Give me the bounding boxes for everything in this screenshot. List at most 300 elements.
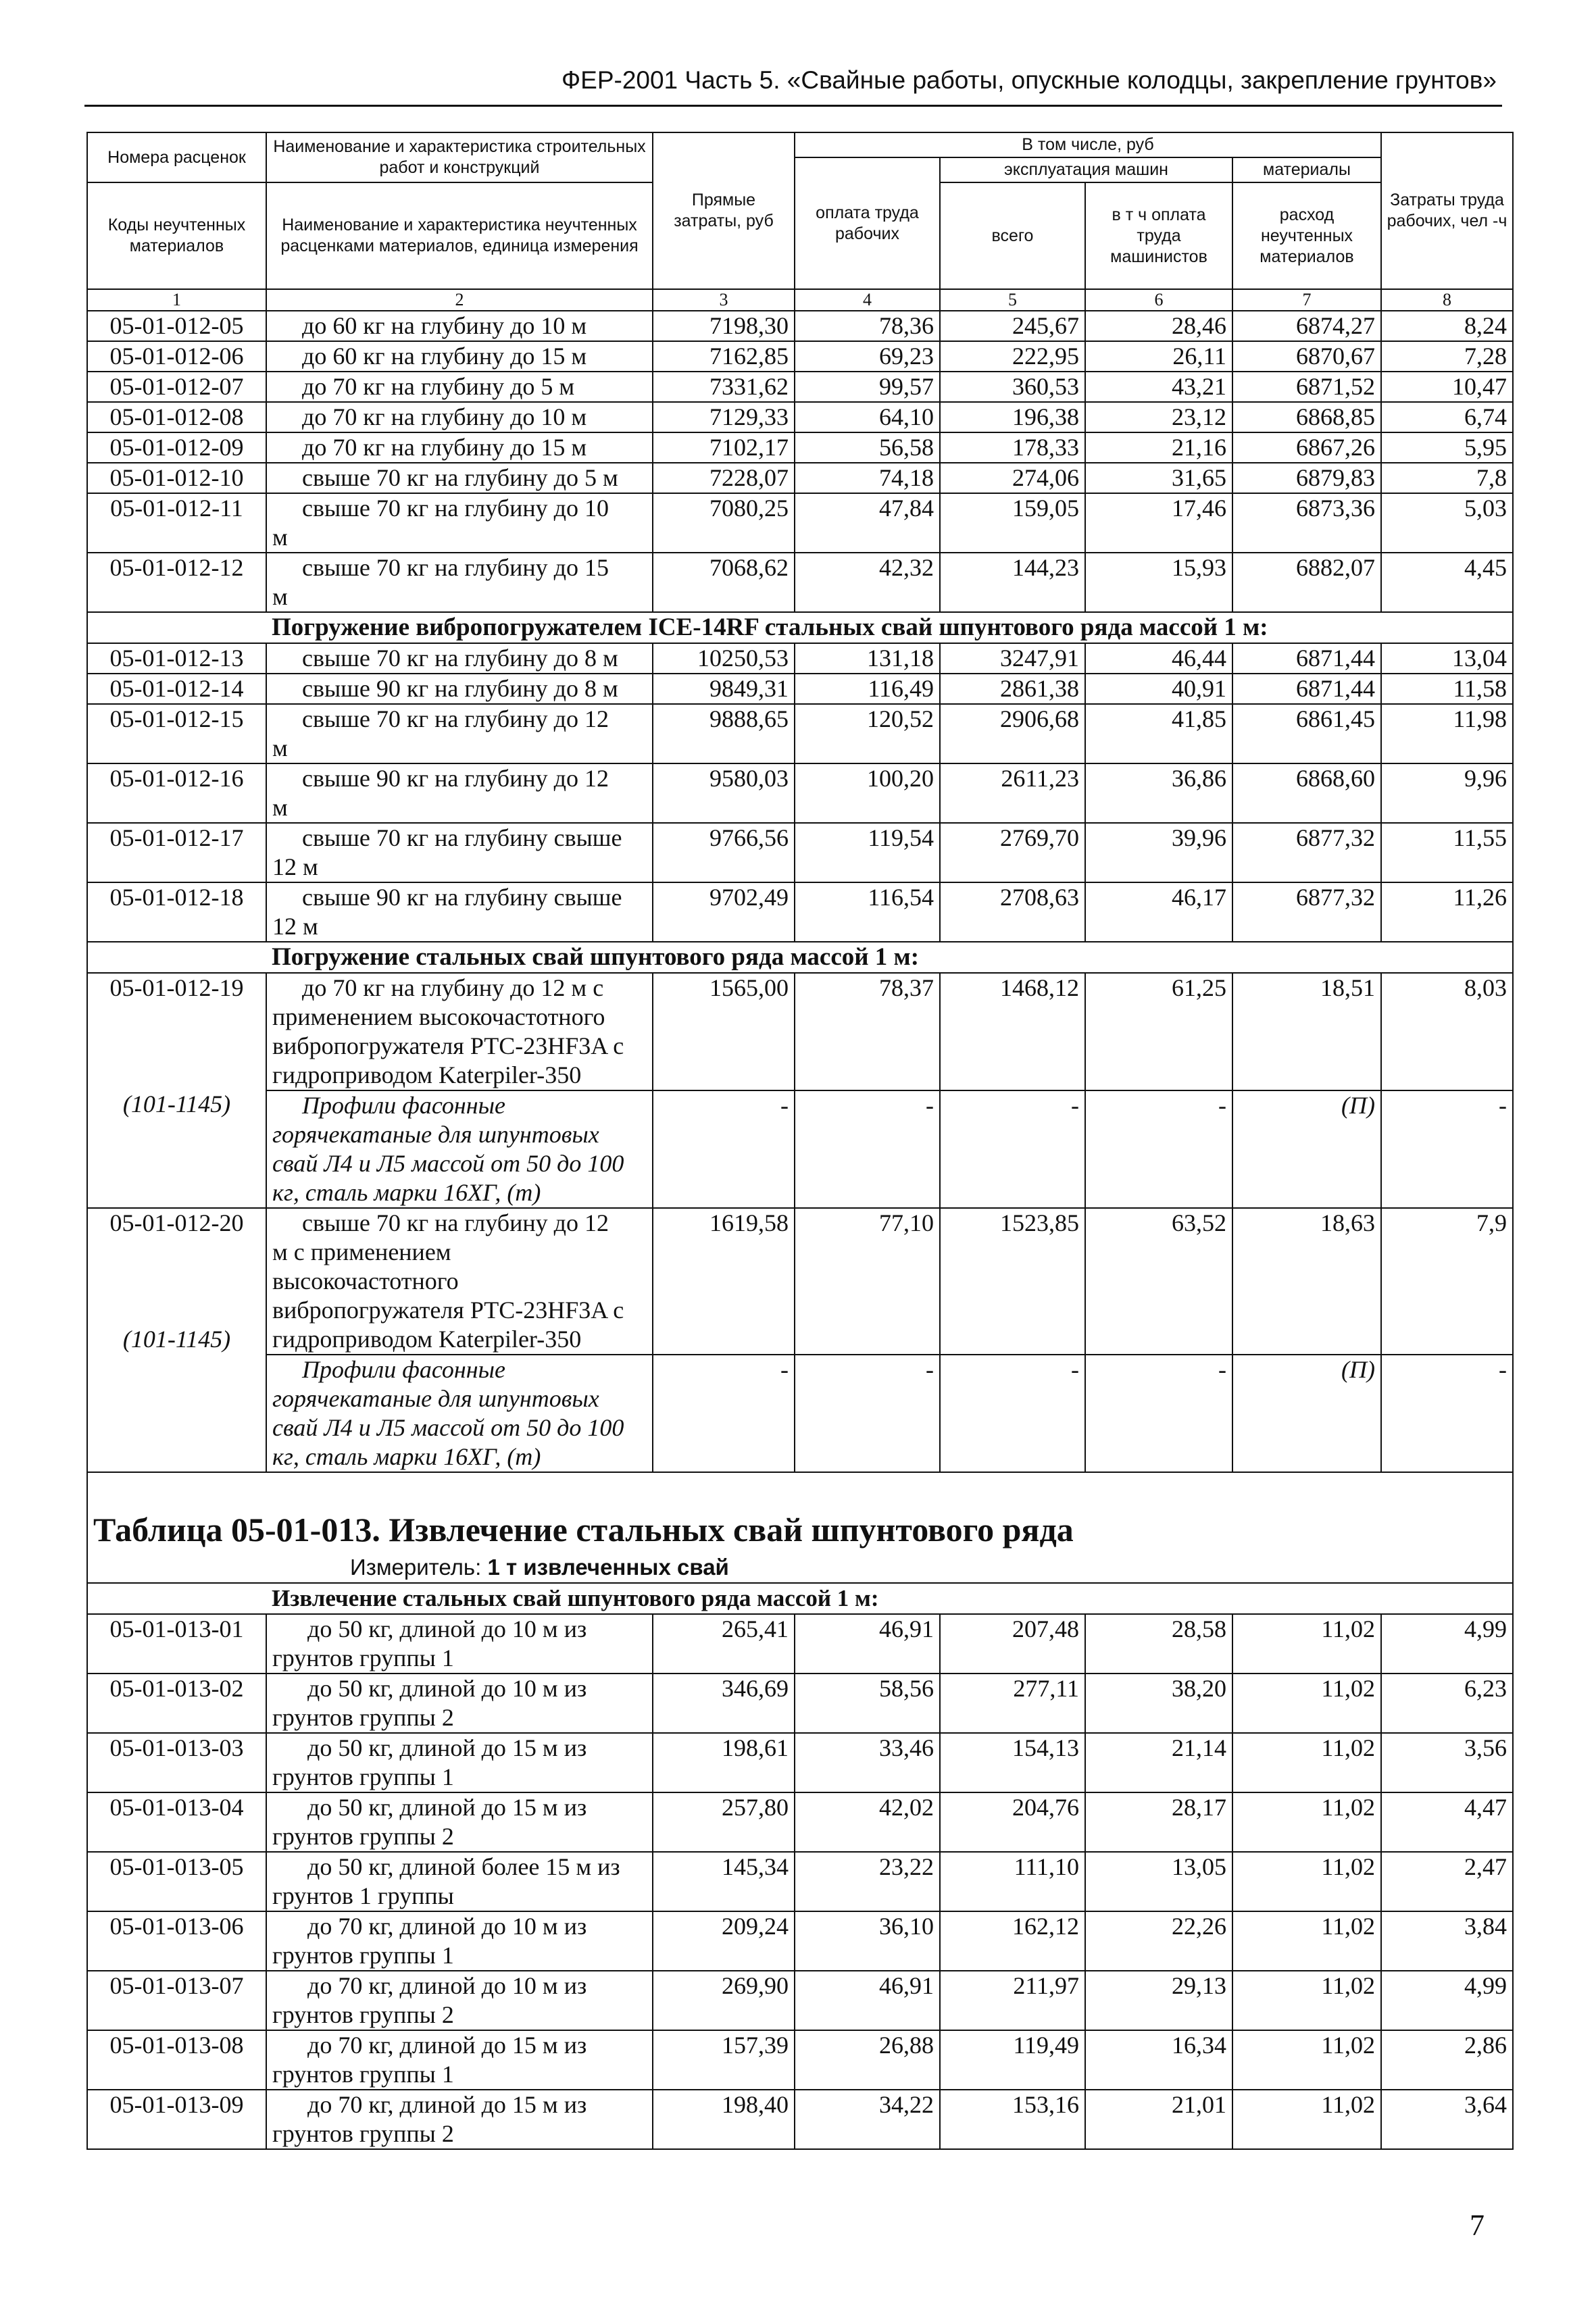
- rate-name-line: свыше 70 кг на глубину до 12: [302, 1209, 609, 1236]
- materials-cost: 11,02: [1232, 1911, 1381, 1971]
- table-row: [87, 2030, 1513, 2090]
- machinist-wage: 38,20: [1085, 1674, 1232, 1733]
- head-labor: Затраты труда рабочих, чел -ч: [1381, 132, 1513, 289]
- machines-cost: 154,13: [940, 1733, 1085, 1792]
- wage-cost: 119,54: [795, 823, 940, 882]
- rate-name-line: применением высокочастотного: [272, 1003, 605, 1030]
- rate-name-line: грунтов группы 2: [272, 2120, 454, 2147]
- labor-cost: 11,98: [1381, 704, 1513, 763]
- machinist-wage: 41,85: [1085, 704, 1232, 763]
- machinist-wage: 28,46: [1085, 311, 1232, 341]
- direct-cost: 9702,49: [653, 882, 795, 942]
- materials-cost: 6873,36: [1232, 493, 1381, 553]
- materials-cost: 11,02: [1232, 1674, 1381, 1733]
- section-title: Погружение стальных свай шпунтового ряда массой 1 м:: [266, 942, 1513, 973]
- table-row: [87, 643, 1513, 674]
- machinist-wage: 36,86: [1085, 763, 1232, 823]
- rate-name: [266, 1852, 653, 1911]
- labor-cost: 7,28: [1381, 341, 1513, 372]
- material-name-line: горячекатаные для шпунтовых: [272, 1121, 599, 1148]
- machines-cost: 360,53: [940, 372, 1085, 402]
- rate-name-line: свыше 90 кг на глубину свыше: [302, 884, 622, 911]
- section-spacer: [87, 942, 266, 973]
- table-head-row: [87, 132, 1513, 157]
- wage-cost: 46,91: [795, 1971, 940, 2030]
- materials-cost: 6871,44: [1232, 674, 1381, 704]
- section-row: [87, 942, 1513, 973]
- labor-cost: 13,04: [1381, 643, 1513, 674]
- machines-cost: 2611,23: [940, 763, 1085, 823]
- machinist-wage: 13,05: [1085, 1852, 1232, 1911]
- wage-cost: 33,46: [795, 1733, 940, 1792]
- direct-cost: 265,41: [653, 1614, 795, 1674]
- material-name-line: свай Л4 и Л5 массой от 50 до 100: [272, 1150, 624, 1177]
- machines-cost: 245,67: [940, 311, 1085, 341]
- labor-cost: 4,99: [1381, 1614, 1513, 1674]
- dash-value: -: [1381, 1355, 1513, 1472]
- direct-cost: 9888,65: [653, 704, 795, 763]
- rate-name-line: м: [272, 583, 288, 610]
- direct-cost: 7331,62: [653, 372, 795, 402]
- materials-cost: 6868,60: [1232, 763, 1381, 823]
- dash-value: -: [940, 1355, 1085, 1472]
- machinist-wage: 39,96: [1085, 823, 1232, 882]
- rate-name-line: вибропогружателя РТС-23HF3A с: [272, 1032, 624, 1059]
- materials-cost: 6871,44: [1232, 643, 1381, 674]
- labor-cost: 5,03: [1381, 493, 1513, 553]
- table-row: [87, 463, 1513, 493]
- rate-name: до 70 кг на глубину до 15 м: [266, 432, 653, 463]
- rate-code-cell: [87, 973, 266, 1208]
- head-materials: материалы: [1232, 157, 1381, 182]
- rate-name-line: до 50 кг, длиной до 15 м из: [307, 1734, 587, 1761]
- machinist-wage: 22,26: [1085, 1911, 1232, 1971]
- rate-name-line: до 50 кг, длиной более 15 м из: [307, 1853, 620, 1880]
- rate-code: 05-01-012-14: [87, 674, 266, 704]
- rate-name-line: грунтов группы 2: [272, 2001, 454, 2028]
- dash-value: -: [1085, 1355, 1232, 1472]
- rate-name-line: вибропогружателя РТС-23HF3A с: [272, 1297, 624, 1324]
- machinist-wage: 46,17: [1085, 882, 1232, 942]
- page-number: 7: [1470, 2209, 1485, 2242]
- machines-cost: 222,95: [940, 341, 1085, 372]
- rate-name-line: до 70 кг, длиной до 10 м из: [307, 1972, 587, 1999]
- machinist-wage: 63,52: [1085, 1208, 1232, 1355]
- rate-name: [266, 1792, 653, 1852]
- table2-meter: [88, 1553, 1512, 1582]
- column-index: 8: [1381, 289, 1513, 311]
- labor-cost: 3,84: [1381, 1911, 1513, 1971]
- direct-cost: 1565,00: [653, 973, 795, 1090]
- direct-cost: 7162,85: [653, 341, 795, 372]
- rate-code: 05-01-013-02: [87, 1674, 266, 1733]
- material-mark: (П): [1232, 1090, 1381, 1208]
- table2-title-row: [87, 1472, 1513, 1583]
- section-title: Погружение вибропогружателем ICE-14RF стальных свай шпунтового ряда массой 1 м:: [266, 612, 1513, 643]
- meter-value: 1 т извлеченных свай: [487, 1555, 729, 1580]
- column-index: 7: [1232, 289, 1381, 311]
- rate-code: 05-01-012-12: [87, 553, 266, 612]
- wage-cost: 78,36: [795, 311, 940, 341]
- rate-name-line: до 70 кг на глубину до 12 м с: [302, 974, 604, 1001]
- table-row: [87, 973, 1513, 1090]
- materials-cost: 18,63: [1232, 1208, 1381, 1355]
- rate-name-line: грунтов группы 2: [272, 1704, 454, 1731]
- direct-cost: 269,90: [653, 1971, 795, 2030]
- labor-cost: 6,23: [1381, 1674, 1513, 1733]
- materials-cost: 6877,32: [1232, 882, 1381, 942]
- table-row: [87, 704, 1513, 763]
- rate-code: 05-01-012-06: [87, 341, 266, 372]
- labor-cost: 4,45: [1381, 553, 1513, 612]
- labor-cost: 5,95: [1381, 432, 1513, 463]
- table-row: [87, 1792, 1513, 1852]
- direct-cost: 145,34: [653, 1852, 795, 1911]
- table2-title-block: [87, 1472, 1513, 1583]
- machinist-wage: 28,17: [1085, 1792, 1232, 1852]
- wage-cost: 120,52: [795, 704, 940, 763]
- materials-cost: 6879,83: [1232, 463, 1381, 493]
- materials-cost: 6867,26: [1232, 432, 1381, 463]
- rate-name-line: грунтов 1 группы: [272, 1882, 454, 1909]
- rate-code: 05-01-013-04: [87, 1792, 266, 1852]
- rate-code: 05-01-012-19: [109, 974, 244, 1001]
- rate-name: [266, 493, 653, 553]
- rate-code: 05-01-012-09: [87, 432, 266, 463]
- direct-cost: 346,69: [653, 1674, 795, 1733]
- rate-name: свыше 90 кг на глубину до 8 м: [266, 674, 653, 704]
- machinist-wage: 40,91: [1085, 674, 1232, 704]
- table-row: [87, 1852, 1513, 1911]
- materials-cost: 11,02: [1232, 1971, 1381, 2030]
- machines-cost: 2861,38: [940, 674, 1085, 704]
- section-row: [87, 612, 1513, 643]
- head-materials-sub: расход неучтенных материалов: [1232, 182, 1381, 289]
- wage-cost: 69,23: [795, 341, 940, 372]
- machinist-wage: 31,65: [1085, 463, 1232, 493]
- rate-name-line: до 70 кг, длиной до 10 м из: [307, 1913, 587, 1940]
- dash-value: -: [653, 1355, 795, 1472]
- rate-name-line: грунтов группы 1: [272, 2061, 454, 2088]
- rate-name: [266, 1208, 653, 1355]
- wage-cost: 78,37: [795, 973, 940, 1090]
- column-index: 2: [266, 289, 653, 311]
- direct-cost: 9580,03: [653, 763, 795, 823]
- rate-name-line: м: [272, 524, 288, 551]
- materials-cost: 6868,85: [1232, 402, 1381, 432]
- head-machines-total: всего: [940, 182, 1085, 289]
- labor-cost: 8,24: [1381, 311, 1513, 341]
- head-codes-top: Номера расценок: [87, 132, 266, 182]
- rate-code: 05-01-013-01: [87, 1614, 266, 1674]
- machines-cost: 111,10: [940, 1852, 1085, 1911]
- machines-cost: 2708,63: [940, 882, 1085, 942]
- rate-name: [266, 704, 653, 763]
- rate-code: 05-01-013-07: [87, 1971, 266, 2030]
- rate-code: 05-01-013-05: [87, 1852, 266, 1911]
- material-name-line: кг, сталь марки 16ХГ, (т): [272, 1179, 541, 1206]
- machines-cost: 211,97: [940, 1971, 1085, 2030]
- direct-cost: 1619,58: [653, 1208, 795, 1355]
- table-row: [87, 493, 1513, 553]
- head-machines: эксплуатация машин: [940, 157, 1232, 182]
- machines-cost: 3247,91: [940, 643, 1085, 674]
- materials-cost: 11,02: [1232, 1792, 1381, 1852]
- rate-name: до 60 кг на глубину до 15 м: [266, 341, 653, 372]
- labor-cost: 6,74: [1381, 402, 1513, 432]
- head-codes-bottom: Коды неучтенных материалов: [87, 182, 266, 289]
- machines-cost: 274,06: [940, 463, 1085, 493]
- machines-cost: 207,48: [940, 1614, 1085, 1674]
- rate-code: 05-01-012-13: [87, 643, 266, 674]
- rate-name-line: высокочастотного: [272, 1267, 459, 1294]
- rate-name-line: м: [272, 794, 288, 821]
- rate-name-line: грунтов группы 1: [272, 1763, 454, 1790]
- rate-name: [266, 2030, 653, 2090]
- head-name-bottom: Наименование и характеристика неучтенных расценками материалов, единица измерения: [266, 182, 653, 289]
- machinist-wage: 28,58: [1085, 1614, 1232, 1674]
- material-row: [87, 1355, 1513, 1472]
- machinist-wage: 21,16: [1085, 432, 1232, 463]
- machines-cost: 277,11: [940, 1674, 1085, 1733]
- wage-cost: 64,10: [795, 402, 940, 432]
- dash-value: -: [653, 1090, 795, 1208]
- direct-cost: 9766,56: [653, 823, 795, 882]
- table-row: [87, 763, 1513, 823]
- direct-cost: 10250,53: [653, 643, 795, 674]
- labor-cost: 3,56: [1381, 1733, 1513, 1792]
- table-row: [87, 674, 1513, 704]
- table-row: [87, 553, 1513, 612]
- rate-name-line: до 70 кг, длиной до 15 м из: [307, 2032, 587, 2059]
- table-row: [87, 372, 1513, 402]
- labor-cost: 2,86: [1381, 2030, 1513, 2090]
- direct-cost: 7228,07: [653, 463, 795, 493]
- machinist-wage: 23,12: [1085, 402, 1232, 432]
- rate-code: 05-01-012-18: [87, 882, 266, 942]
- labor-cost: 11,55: [1381, 823, 1513, 882]
- dash-value: -: [795, 1355, 940, 1472]
- materials-cost: 18,51: [1232, 973, 1381, 1090]
- rate-name-line: свыше 70 кг на глубину до 10: [302, 495, 609, 522]
- table-row: [87, 432, 1513, 463]
- machines-cost: 153,16: [940, 2090, 1085, 2149]
- rate-code: 05-01-013-06: [87, 1911, 266, 1971]
- material-name: [266, 1355, 653, 1472]
- rate-code: 05-01-012-17: [87, 823, 266, 882]
- wage-cost: 99,57: [795, 372, 940, 402]
- direct-cost: 7198,30: [653, 311, 795, 341]
- machinist-wage: 26,11: [1085, 341, 1232, 372]
- labor-cost: 2,47: [1381, 1852, 1513, 1911]
- machines-cost: 1468,12: [940, 973, 1085, 1090]
- direct-cost: 7068,62: [653, 553, 795, 612]
- wage-cost: 77,10: [795, 1208, 940, 1355]
- machinist-wage: 21,01: [1085, 2090, 1232, 2149]
- wage-cost: 58,56: [795, 1674, 940, 1733]
- labor-cost: 7,8: [1381, 463, 1513, 493]
- wage-cost: 26,88: [795, 2030, 940, 2090]
- materials-cost: 11,02: [1232, 1614, 1381, 1674]
- head-direct-costs: Прямые затраты, руб: [653, 132, 795, 289]
- machinist-wage: 15,93: [1085, 553, 1232, 612]
- material-code: (101-1145): [122, 1326, 231, 1353]
- rate-code: 05-01-012-15: [87, 704, 266, 763]
- column-index: 5: [940, 289, 1085, 311]
- rate-name-line: до 70 кг, длиной до 15 м из: [307, 2091, 587, 2118]
- material-mark: (П): [1232, 1355, 1381, 1472]
- section-spacer: [87, 612, 266, 643]
- rate-name-line: 12 м: [272, 853, 318, 880]
- rate-name: [266, 1971, 653, 2030]
- labor-cost: 3,64: [1381, 2090, 1513, 2149]
- machinist-wage: 46,44: [1085, 643, 1232, 674]
- materials-cost: 6882,07: [1232, 553, 1381, 612]
- dash-value: -: [940, 1090, 1085, 1208]
- table-row: [87, 1674, 1513, 1733]
- column-index: 4: [795, 289, 940, 311]
- rate-name-line: 12 м: [272, 913, 318, 940]
- wage-cost: 131,18: [795, 643, 940, 674]
- material-name: [266, 1090, 653, 1208]
- rate-name-line: свыше 70 кг на глубину до 12: [302, 705, 609, 732]
- rate-name-line: м с применением: [272, 1238, 451, 1265]
- rate-name-line: м: [272, 734, 288, 761]
- machines-cost: 1523,85: [940, 1208, 1085, 1355]
- rate-name: [266, 553, 653, 612]
- rate-code: 05-01-012-08: [87, 402, 266, 432]
- wage-cost: 74,18: [795, 463, 940, 493]
- direct-cost: 7129,33: [653, 402, 795, 432]
- wage-cost: 34,22: [795, 2090, 940, 2149]
- machines-cost: 196,38: [940, 402, 1085, 432]
- rate-name: свыше 70 кг на глубину до 8 м: [266, 643, 653, 674]
- table-row: [87, 311, 1513, 341]
- rate-name: [266, 1614, 653, 1674]
- wage-cost: 116,54: [795, 882, 940, 942]
- direct-cost: 198,40: [653, 2090, 795, 2149]
- material-name-line: свай Л4 и Л5 массой от 50 до 100: [272, 1414, 624, 1441]
- meter-label: Измеритель:: [350, 1555, 482, 1580]
- head-machines-wage: в т ч оплата труда машинистов: [1085, 182, 1232, 289]
- rate-code: 05-01-012-07: [87, 372, 266, 402]
- machines-cost: 204,76: [940, 1792, 1085, 1852]
- wage-cost: 42,32: [795, 553, 940, 612]
- table-row: [87, 1614, 1513, 1674]
- labor-cost: 7,9: [1381, 1208, 1513, 1355]
- labor-cost: 4,99: [1381, 1971, 1513, 2030]
- rate-name-line: грунтов группы 2: [272, 1823, 454, 1850]
- wage-cost: 36,10: [795, 1911, 940, 1971]
- wage-cost: 56,58: [795, 432, 940, 463]
- table-row: [87, 1911, 1513, 1971]
- rate-name-line: до 50 кг, длиной до 10 м из: [307, 1675, 587, 1702]
- direct-cost: 157,39: [653, 2030, 795, 2090]
- rate-name: [266, 1911, 653, 1971]
- table-row: [87, 2090, 1513, 2149]
- table-row: [87, 1208, 1513, 1355]
- rate-name-line: гидроприводом Katerpiler-350: [272, 1061, 582, 1088]
- rate-code: 05-01-012-16: [87, 763, 266, 823]
- column-index: 1: [87, 289, 266, 311]
- dash-value: -: [1381, 1090, 1513, 1208]
- code-gap: [93, 1238, 260, 1325]
- rate-name-line: до 50 кг, длиной до 15 м из: [307, 1794, 587, 1821]
- materials-cost: 6870,67: [1232, 341, 1381, 372]
- materials-cost: 6861,45: [1232, 704, 1381, 763]
- table-row: [87, 882, 1513, 942]
- machines-cost: 162,12: [940, 1911, 1085, 1971]
- rate-name: [266, 1733, 653, 1792]
- wage-cost: 47,84: [795, 493, 940, 553]
- rate-name-line: грунтов группы 1: [272, 1644, 454, 1671]
- direct-cost: 198,61: [653, 1733, 795, 1792]
- section-spacer: [87, 1583, 266, 1614]
- labor-cost: 11,26: [1381, 882, 1513, 942]
- materials-cost: 6877,32: [1232, 823, 1381, 882]
- materials-cost: 6871,52: [1232, 372, 1381, 402]
- machinist-wage: 17,46: [1085, 493, 1232, 553]
- table2-title: Таблица 05-01-013. Извлечение стальных свай шпунтового ряда: [93, 1511, 1074, 1549]
- rate-code-cell: [87, 1208, 266, 1472]
- labor-cost: 8,03: [1381, 973, 1513, 1090]
- labor-cost: 4,47: [1381, 1792, 1513, 1852]
- material-name-line: горячекатаные для шпунтовых: [272, 1385, 599, 1412]
- head-name-top: Наименование и характеристика строительных работ и конструкций: [266, 132, 653, 182]
- machines-cost: 144,23: [940, 553, 1085, 612]
- section-title: Извлечение стальных свай шпунтового ряда массой 1 м:: [266, 1583, 1513, 1614]
- rate-name-line: гидроприводом Katerpiler-350: [272, 1326, 582, 1353]
- rate-name: [266, 823, 653, 882]
- machinist-wage: 29,13: [1085, 1971, 1232, 2030]
- machines-cost: 178,33: [940, 432, 1085, 463]
- machines-cost: 159,05: [940, 493, 1085, 553]
- rate-name-line: свыше 90 кг на глубину до 12: [302, 765, 609, 792]
- price-table: [86, 132, 1514, 2150]
- rate-name: до 70 кг на глубину до 5 м: [266, 372, 653, 402]
- rate-name-line: свыше 70 кг на глубину свыше: [302, 824, 622, 851]
- column-index-row: [87, 289, 1513, 311]
- materials-cost: 11,02: [1232, 1852, 1381, 1911]
- direct-cost: 257,80: [653, 1792, 795, 1852]
- rate-code: 05-01-013-09: [87, 2090, 266, 2149]
- section-row: [87, 1583, 1513, 1614]
- rate-name: до 60 кг на глубину до 10 м: [266, 311, 653, 341]
- code-gap: [93, 1003, 260, 1090]
- rate-name: свыше 70 кг на глубину до 5 м: [266, 463, 653, 493]
- rate-code: 05-01-012-20: [109, 1209, 244, 1236]
- direct-cost: 7080,25: [653, 493, 795, 553]
- header-rule: [84, 105, 1502, 107]
- labor-cost: 10,47: [1381, 372, 1513, 402]
- wage-cost: 116,49: [795, 674, 940, 704]
- wage-cost: 42,02: [795, 1792, 940, 1852]
- rate-code: 05-01-012-11: [87, 493, 266, 553]
- rate-name-line: до 50 кг, длиной до 10 м из: [307, 1615, 587, 1642]
- rate-code: 05-01-013-03: [87, 1733, 266, 1792]
- rate-name: [266, 973, 653, 1090]
- direct-cost: 9849,31: [653, 674, 795, 704]
- machinist-wage: 61,25: [1085, 973, 1232, 1090]
- machinist-wage: 16,34: [1085, 2030, 1232, 2090]
- rate-name-line: свыше 70 кг на глубину до 15: [302, 554, 609, 581]
- rate-name: [266, 882, 653, 942]
- rate-name: до 70 кг на глубину до 10 м: [266, 402, 653, 432]
- direct-cost: 209,24: [653, 1911, 795, 1971]
- rate-code: 05-01-012-05: [87, 311, 266, 341]
- machinist-wage: 43,21: [1085, 372, 1232, 402]
- material-name-line: кг, сталь марки 16ХГ, (т): [272, 1443, 541, 1470]
